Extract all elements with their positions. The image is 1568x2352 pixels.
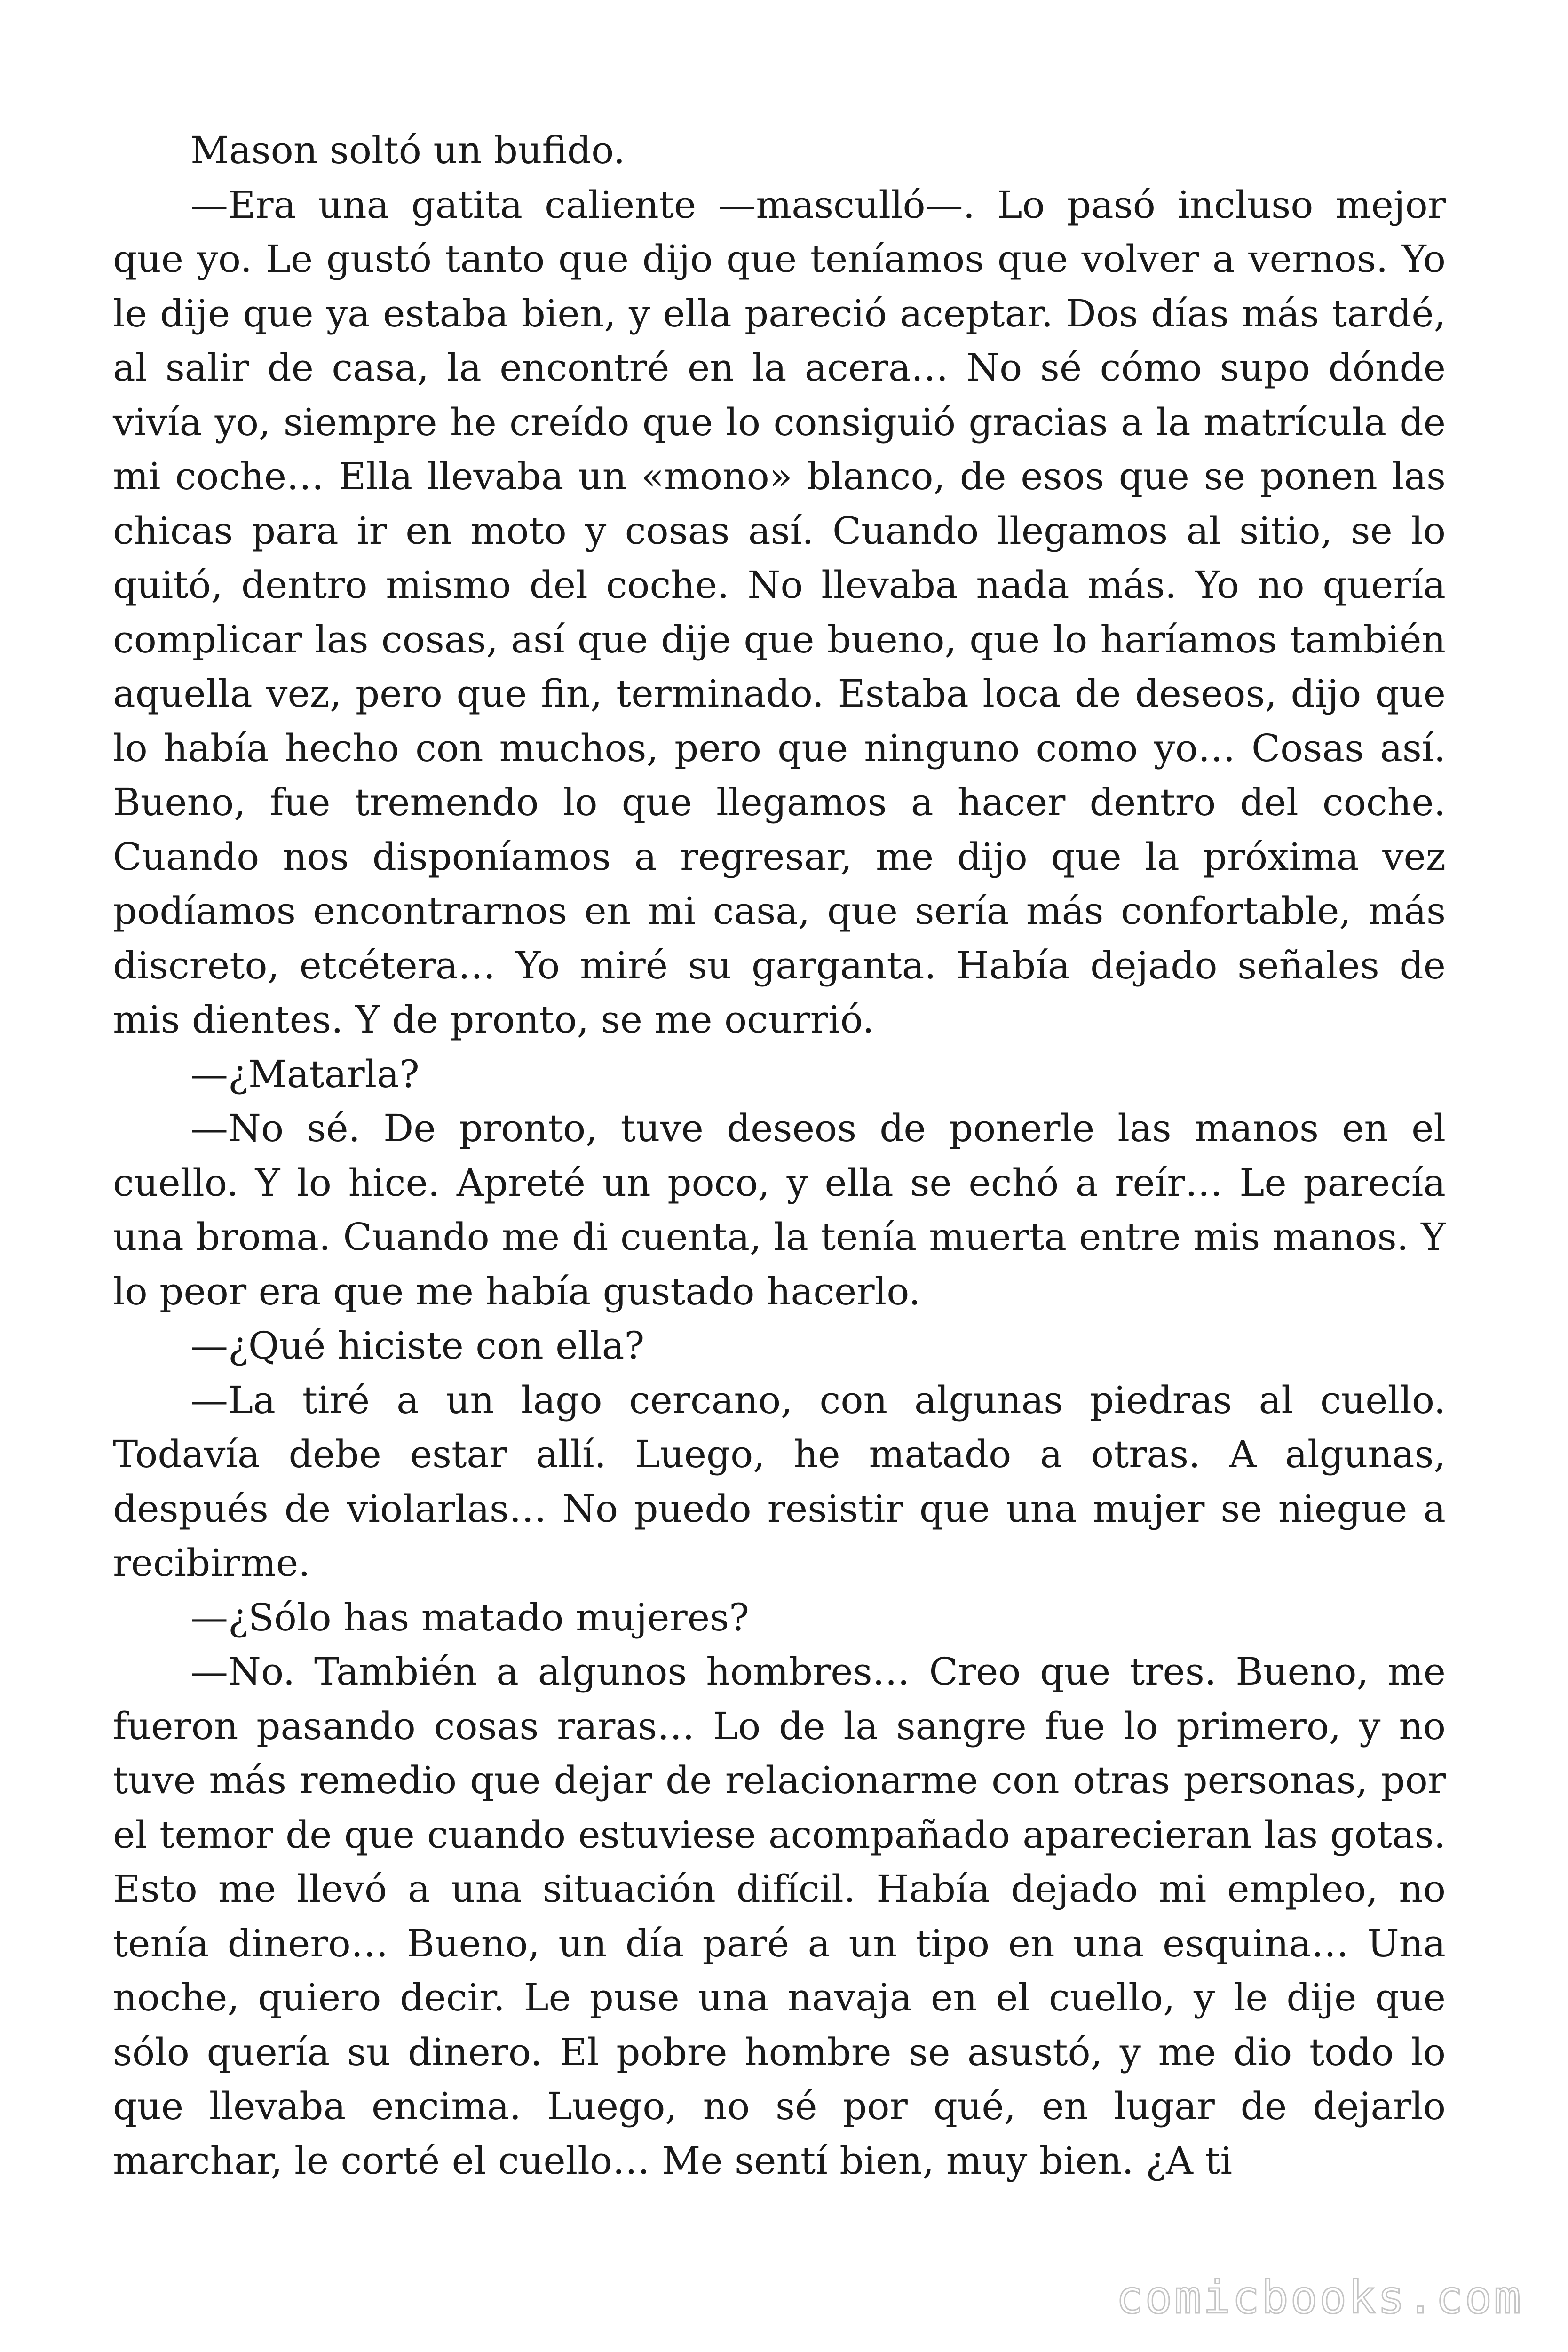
paragraph: —La tiré a un lago cercano, con algunas piedras al cuello. Todavía debe estar allí. Luego, he matado a otras. A algunas, después de violarlas… No puedo resistir que una mujer se niegue a recibirme. bbox=[113, 1378, 1446, 1585]
watermark-text: comicbooks.com bbox=[1116, 2271, 1523, 2324]
paragraph: —¿Matarla? bbox=[190, 1052, 420, 1096]
paragraph: —No sé. De pronto, tuve deseos de ponerle las manos en el cuello. Y lo hice. Apreté un poco, y ella se echó a reír… Le parecía una broma. Cuando me di cuenta, la tenía muerta entre mis manos. Y lo peor era que me había gustado hacerlo. bbox=[113, 1106, 1446, 1313]
paragraph: —¿Qué hiciste con ella? bbox=[190, 1324, 645, 1367]
paragraph: —¿Sólo has matado mujeres? bbox=[190, 1595, 750, 1639]
paragraph: —Era una gatita caliente —masculló—. Lo pasó incluso mejor que yo. Le gustó tanto que dijo que teníamos que volver a vernos. Yo le dije que ya estaba bien, y ella pareció aceptar. Dos días más tardé, al salir de casa, la encontré en la acera… No sé cómo supo dónde vivía yo, siempre he creído que lo consiguió gracias a la matrícula de mi coche… Ella llevaba un «mono» blanco, de esos que se ponen las chicas para ir en moto y cosas así. Cuando llegamos al sitio, se lo quitó, dentro mismo del coche. No llevaba nada más. Yo no quería complicar las cosas, así que dije que bueno, que lo haríamos también aquella vez, pero que fin, terminado. Estaba loca de deseos, dijo que lo había hecho con muchos, pero que ninguno como yo… Cosas así. Bueno, fue tremendo lo que llegamos a hacer dentro del coche. Cuando nos disponíamos a regresar, me dijo que la próxima vez podíamos encontrarnos en mi casa, que sería más confortable, más discreto, etcétera… Yo miré su garganta. Había dejado señales de mis dientes. Y de pronto, se me ocurrió. bbox=[113, 183, 1446, 1041]
paragraph: Mason soltó un bufido. bbox=[190, 128, 626, 172]
paragraph: —No. También a algunos hombres… Creo que tres. Bueno, me fueron pasando cosas raras… Lo de la sangre fue lo primero, y no tuve más remedio que dejar de relacionarme con otras personas, por el temor de que cuando estuviese acompañado aparecieran las gotas. Esto me llevó a una situación difícil. Había dejado mi empleo, no tenía dinero… Bueno, un día paré a un tipo en una esquina… Una noche, quiero decir. Le puse una navaja en el cuello, y le dije que sólo quería su dinero. El pobre hombre se asustó, y me dio todo lo que llevaba encima. Luego, no sé por qué, en lugar de dejarlo marchar, le corté el cuello… Me sentí bien, muy bien. ¿A ti bbox=[113, 1650, 1446, 2183]
body-text bbox=[113, 123, 1446, 2188]
